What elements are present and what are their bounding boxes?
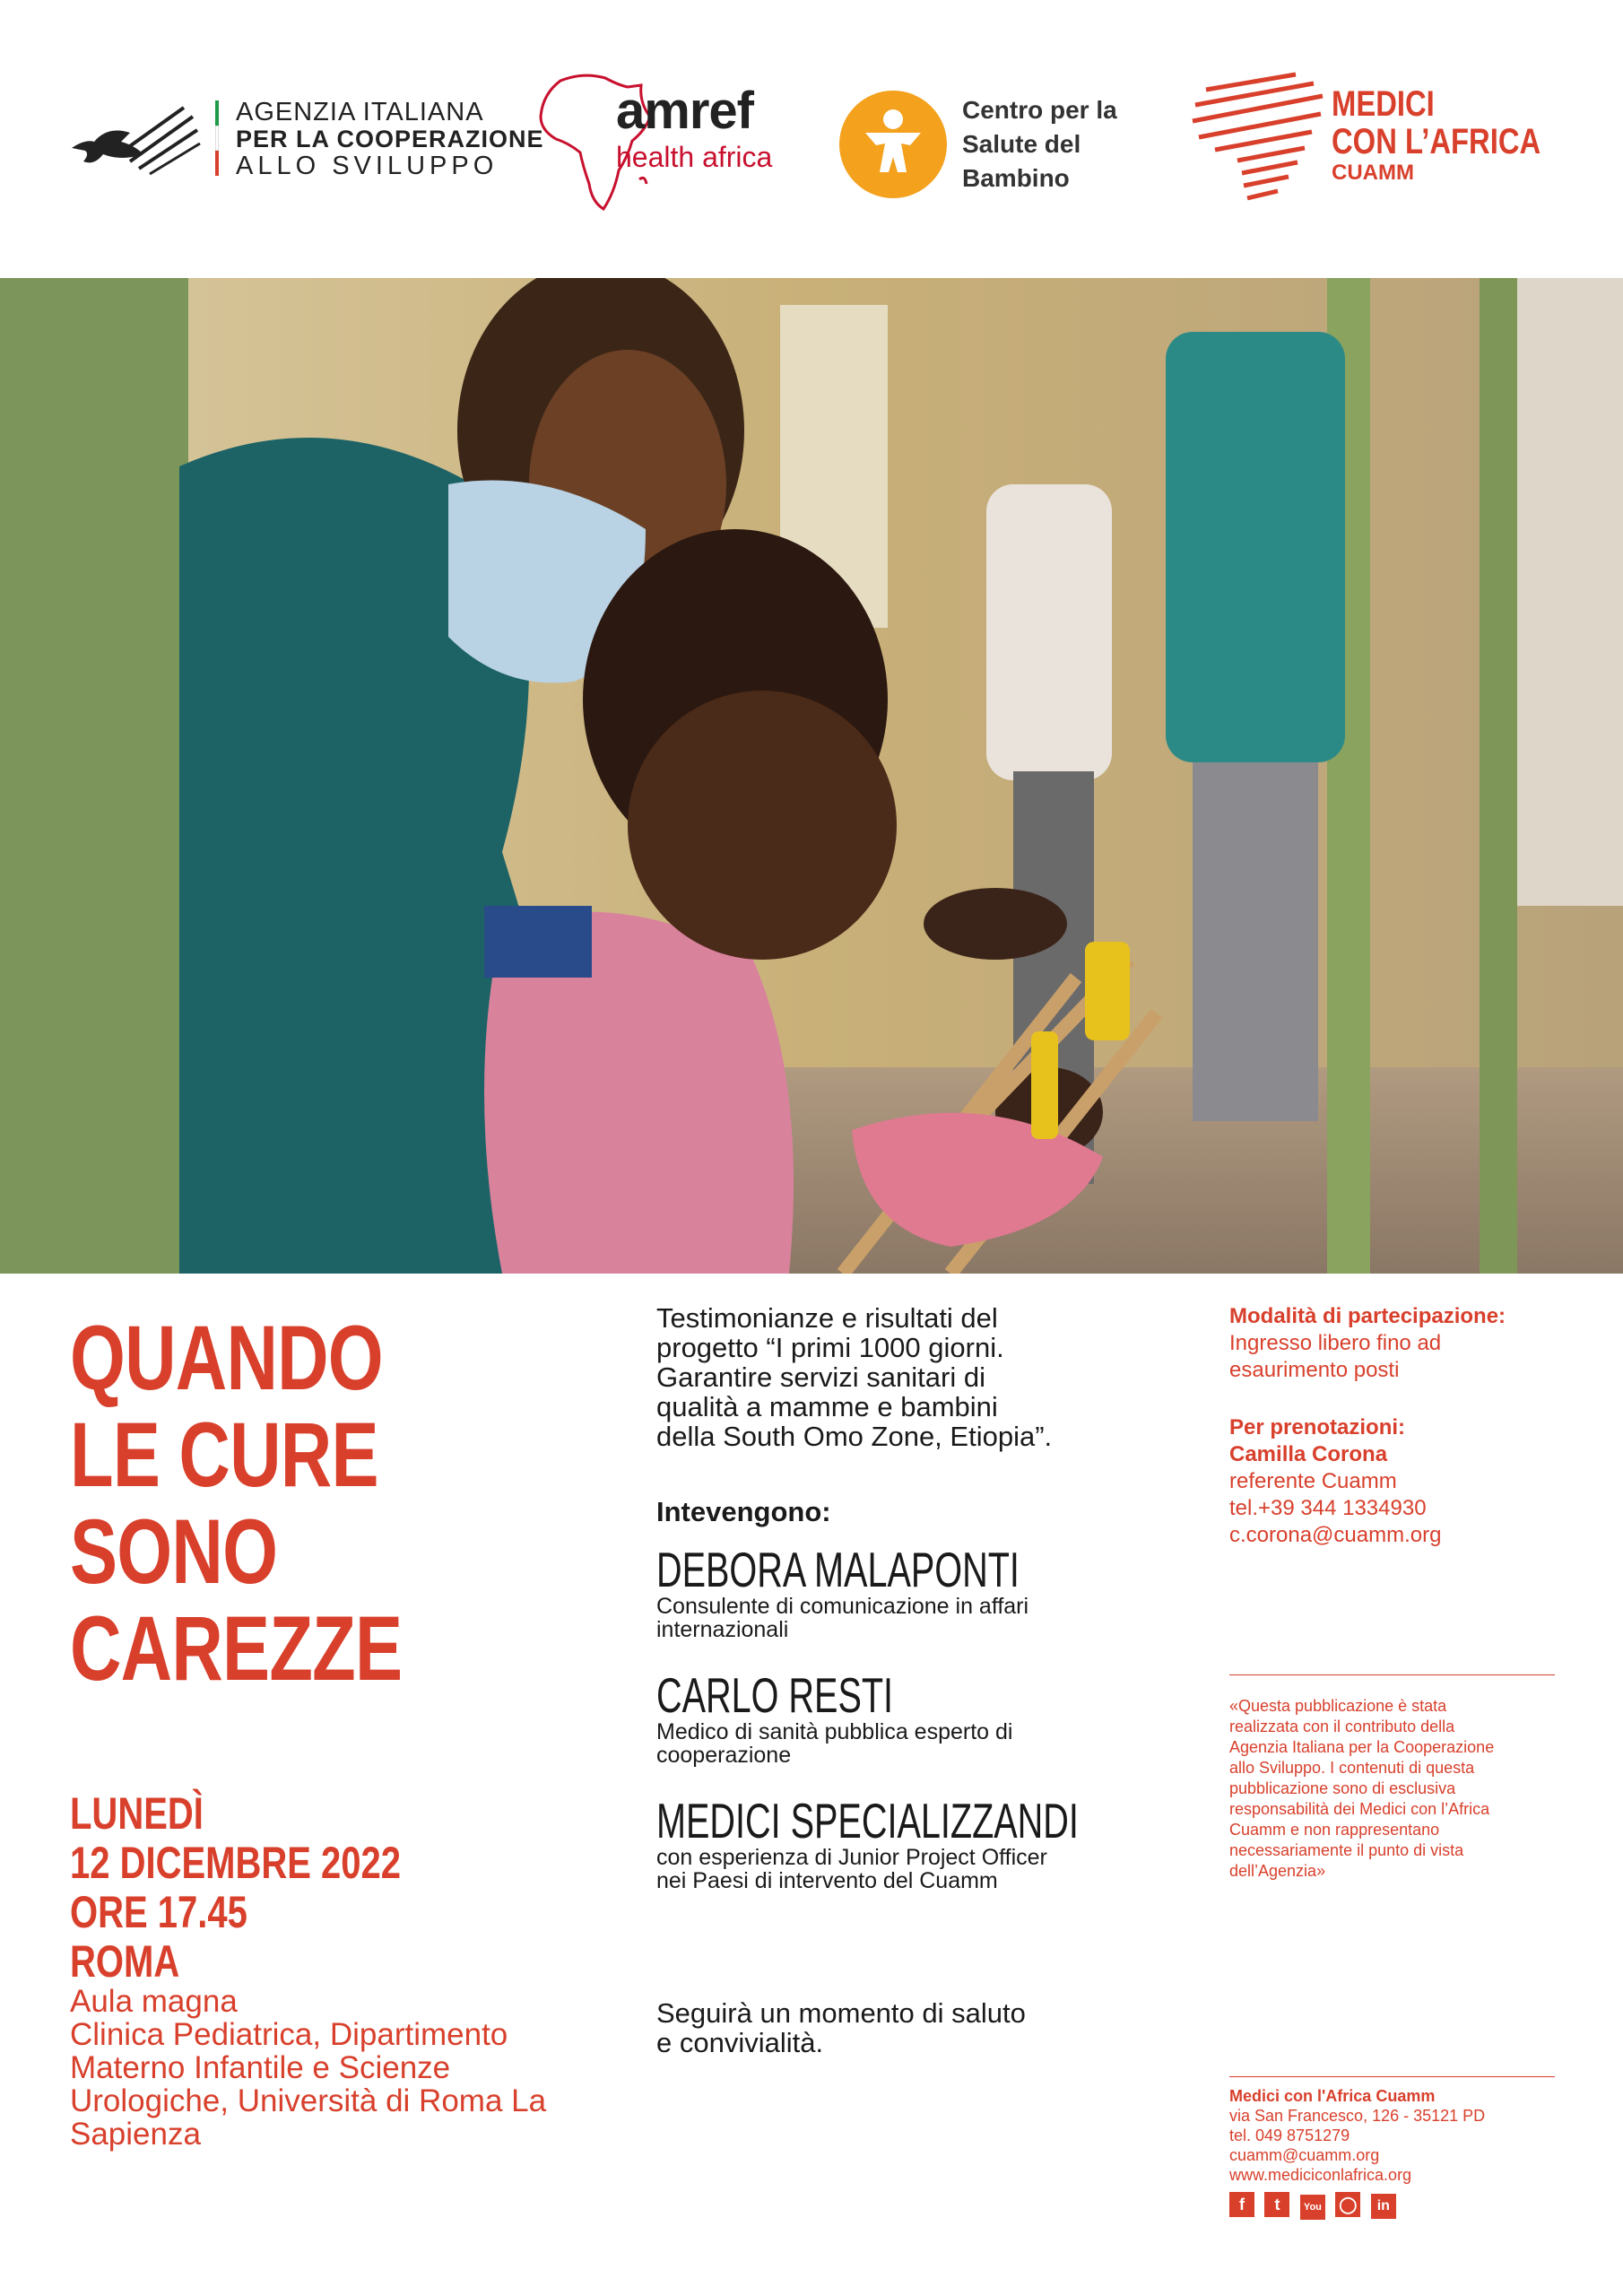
- logo-aics: [67, 90, 544, 188]
- venue-line-4: Urologiche, Università di Roma La: [70, 2083, 547, 2118]
- social-icons: [1229, 2192, 1402, 2220]
- participation-heading: Modalità di partecipazione:: [1229, 1304, 1506, 1328]
- intro-line-2: progetto “I primi 1000 giorni.: [656, 1332, 1004, 1363]
- footer-website[interactable]: www.mediciconlafrica.org: [1229, 2166, 1412, 2184]
- youtube-icon[interactable]: You: [1300, 2195, 1325, 2220]
- africa-stripes-icon: [1188, 67, 1327, 211]
- speaker-role-line-2: internazionali: [656, 1617, 789, 1642]
- logo-centro-salute-bambino: [838, 90, 1161, 202]
- centro-line-1: Centro per la: [962, 96, 1117, 124]
- hero-photo: [0, 278, 1623, 1274]
- title-block: [70, 1307, 496, 1700]
- event-city: ROMA: [70, 1936, 180, 1987]
- speaker-role-line-2: cooperazione: [656, 1743, 792, 1768]
- child-figure-icon: [838, 90, 948, 199]
- disclaimer-line: «Questa pubblicazione è stata: [1229, 1697, 1447, 1715]
- intro-text: [656, 1303, 1052, 1451]
- disclaimer-line: pubblicazione sono di esclusiva: [1229, 1779, 1456, 1797]
- speaker-1: [656, 1544, 1160, 1641]
- participation-line-2: esaurimento posti: [1229, 1358, 1400, 1382]
- linkedin-icon[interactable]: in: [1371, 2194, 1396, 2219]
- event-time: ORE 17.45: [70, 1887, 247, 1937]
- disclaimer-line: allo Sviluppo. I contenuti di questa: [1229, 1759, 1475, 1777]
- cuamm-line-1: MEDICI: [1332, 84, 1435, 124]
- speaker-name: CARLO RESTI: [656, 1667, 894, 1723]
- intro-line-4: qualità a mamme e bambini: [656, 1391, 998, 1422]
- speaker-role-line-1: Consulente di comunicazione in affari: [656, 1594, 1029, 1619]
- divider: [1229, 2076, 1555, 2077]
- title-line-2: LE CURE: [70, 1404, 378, 1506]
- booking-block: [1229, 1414, 1441, 1549]
- logo-amref: [534, 67, 803, 220]
- disclaimer-block: [1229, 1696, 1494, 1882]
- event-date: 12 DICEMBRE 2022: [70, 1838, 402, 1888]
- aics-line-3: ALLO SVILUPPO: [236, 152, 499, 180]
- title-line-3: SONO: [70, 1500, 278, 1603]
- speaker-2: [656, 1667, 1013, 1768]
- centro-line-3: Bambino: [962, 164, 1070, 192]
- event-date-block: [70, 1789, 483, 1987]
- dove-icon: [67, 99, 202, 188]
- footer-address: via San Francesco, 126 - 35121 PD: [1229, 2107, 1486, 2125]
- amref-tagline: health africa: [616, 141, 773, 173]
- venue-line-3: Materno Infantile e Scienze: [70, 2050, 451, 2085]
- instagram-icon[interactable]: ◯: [1335, 2192, 1360, 2217]
- speaker-name: MEDICI SPECIALIZZANDI: [656, 1793, 1079, 1848]
- participation-block: [1229, 1303, 1506, 1384]
- centro-line-2: Salute del: [962, 130, 1081, 158]
- footer-email[interactable]: cuamm@cuamm.org: [1229, 2146, 1380, 2164]
- disclaimer-line: responsabilità dei Medici con l’Africa: [1229, 1800, 1490, 1818]
- booking-phone: tel.+39 344 1334930: [1229, 1496, 1427, 1520]
- disclaimer-line: Cuamm e non rappresentano: [1229, 1821, 1440, 1839]
- disclaimer-line: necessariamente il punto di vista: [1229, 1841, 1464, 1859]
- speaker-3: [656, 1793, 1243, 1893]
- facebook-icon[interactable]: f: [1229, 2192, 1254, 2217]
- amref-name: amref: [616, 82, 753, 140]
- footer-contact: [1229, 2086, 1485, 2185]
- closing-line-1: Seguirà un momento di saluto: [656, 1997, 1026, 2029]
- event-venue-block: [70, 1985, 546, 2151]
- italian-flag-bar: [215, 100, 219, 126]
- divider: [1229, 1674, 1555, 1675]
- event-day: LUNEDÌ: [70, 1788, 204, 1839]
- aics-line-1: AGENZIA ITALIANA: [236, 98, 484, 126]
- booking-email[interactable]: c.corona@cuamm.org: [1229, 1523, 1442, 1547]
- venue-line-5: Sapienza: [70, 2117, 201, 2152]
- intro-line-1: Testimonianze e risultati del: [656, 1302, 998, 1334]
- booking-contact-name: Camilla Corona: [1229, 1442, 1388, 1466]
- footer-org: Medici con l'Africa Cuamm: [1229, 2087, 1436, 2105]
- cuamm-line-2: CON L’AFRICA: [1332, 122, 1541, 161]
- participation-line-1: Ingresso libero fino ad: [1229, 1331, 1442, 1355]
- intro-line-5: della South Omo Zone, Etiopia”.: [656, 1421, 1053, 1452]
- title-line-4: CAREZZE: [70, 1597, 403, 1700]
- disclaimer-line: realizzata con il contributo della: [1229, 1718, 1455, 1735]
- booking-role: referente Cuamm: [1229, 1469, 1397, 1493]
- booking-heading: Per prenotazioni:: [1229, 1415, 1406, 1439]
- cuamm-line-3: CUAMM: [1332, 161, 1414, 185]
- speaker-role-line-2: nei Paesi di intervento del Cuamm: [656, 1868, 998, 1893]
- intro-line-3: Garantire servizi sanitari di: [656, 1361, 985, 1393]
- speakers-heading: Intevengono:: [656, 1496, 831, 1527]
- speaker-role-line-1: con esperienza di Junior Project Officer: [656, 1845, 1047, 1870]
- footer-phone: tel. 049 8751279: [1229, 2126, 1350, 2144]
- disclaimer-line: Agenzia Italiana per la Cooperazione: [1229, 1738, 1495, 1756]
- disclaimer-line: dell’Agenzia»: [1229, 1862, 1326, 1880]
- aics-line-2: PER LA COOPERAZIONE: [236, 126, 544, 152]
- venue-line-2: Clinica Pediatrica, Dipartimento: [70, 2017, 508, 2052]
- closing-text: [656, 1998, 1026, 2057]
- logo-cuamm: [1188, 67, 1583, 220]
- title-line-1: QUANDO: [70, 1307, 383, 1409]
- venue-line-1: Aula magna: [70, 1984, 238, 2019]
- speaker-role-line-1: Medico di sanità pubblica esperto di: [656, 1719, 1013, 1744]
- closing-line-2: e convivialità.: [656, 2027, 824, 2058]
- speaker-name: DEBORA MALAPONTI: [656, 1542, 1020, 1597]
- twitter-icon[interactable]: t: [1264, 2192, 1289, 2217]
